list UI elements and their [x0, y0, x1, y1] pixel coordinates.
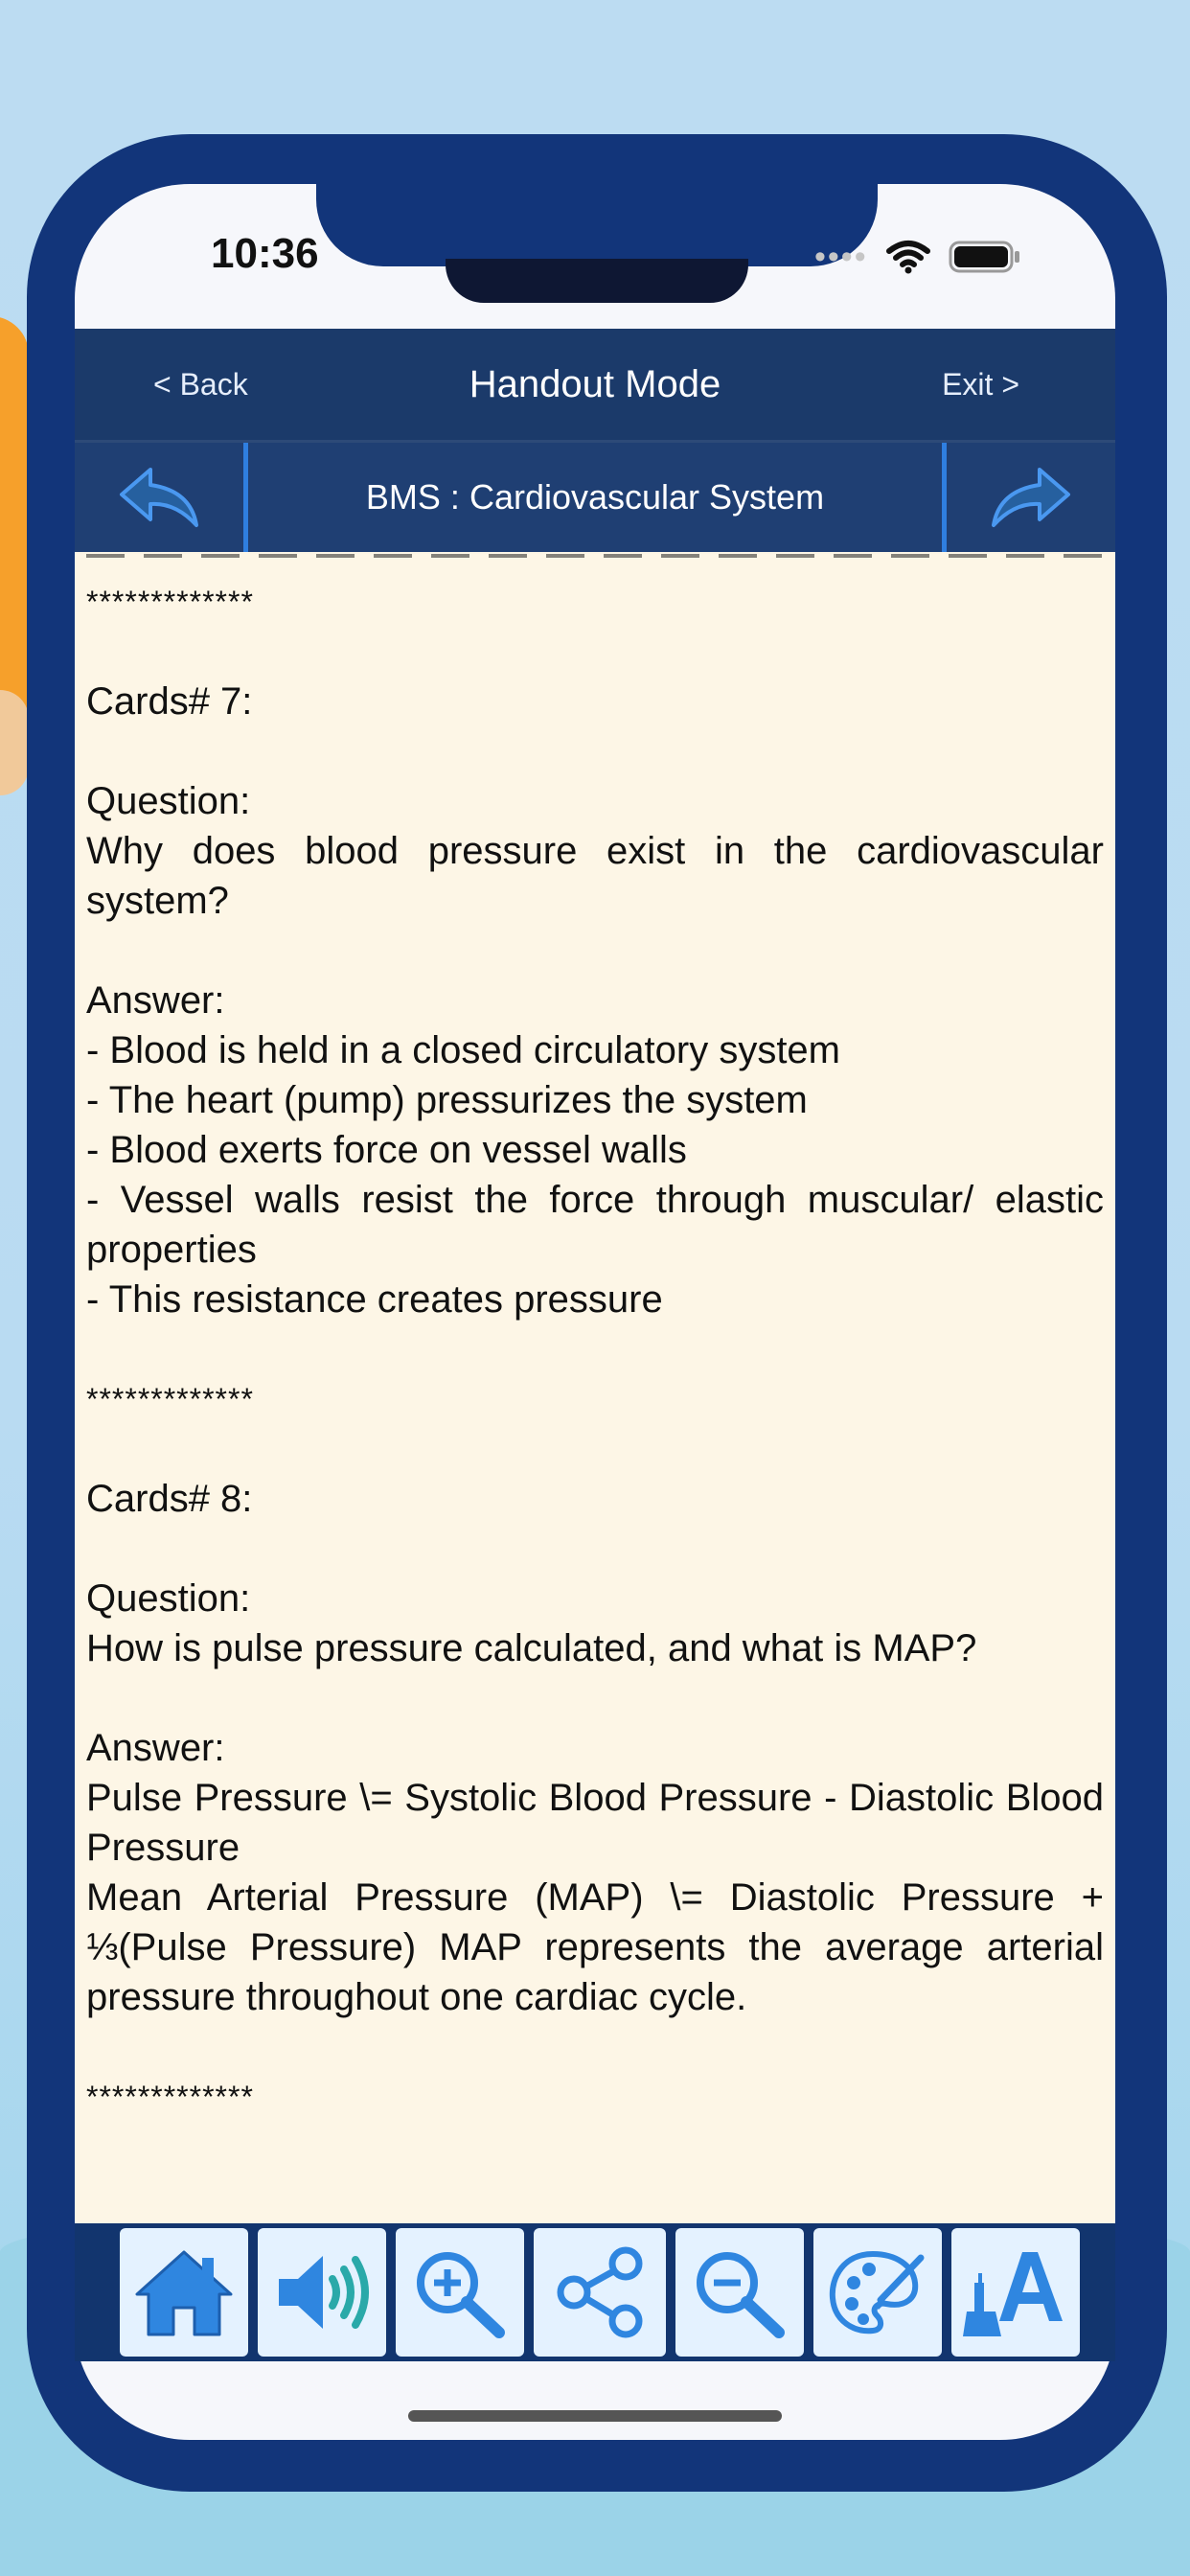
zoom-out-button[interactable] — [675, 2228, 804, 2357]
answer-line: - This resistance creates pressure — [86, 1278, 663, 1321]
zoom-out-icon — [687, 2244, 792, 2340]
answer-paragraph: Mean Arterial Pressure (MAP) \= Diastolic Pressure + ⅓(Pulse Pressure) MAP represents the average arterial pressure throughout one cardiac cycle. — [86, 1876, 1104, 2018]
chapter-title: BMS : Cardiovascular System — [365, 477, 825, 517]
phone-notch — [316, 184, 878, 266]
card-separator: ************* — [86, 585, 254, 619]
answer-label: Answer: — [86, 1727, 225, 1769]
font-style-icon — [963, 2244, 1068, 2340]
answer-line: - The heart (pump) pressurizes the system — [86, 1079, 808, 1121]
bottom-toolbar — [75, 2223, 1115, 2361]
previous-button[interactable] — [75, 443, 248, 552]
zoom-in-button[interactable] — [396, 2228, 524, 2357]
wifi-icon — [885, 240, 931, 274]
handout-content[interactable] — [75, 552, 1115, 2223]
question-label: Question: — [86, 1577, 251, 1620]
signal-icon: •••• — [814, 238, 868, 275]
share-button[interactable] — [534, 2228, 666, 2357]
answer-paragraph: Pulse Pressure \= Systolic Blood Pressure - Diastolic Blood Pressure — [86, 1777, 1104, 1869]
zoom-in-icon — [407, 2244, 513, 2340]
palette-icon — [825, 2244, 930, 2340]
arrow-back-icon — [116, 464, 202, 531]
navigation-bar — [75, 329, 1115, 440]
home-icon — [131, 2244, 237, 2340]
answer-label: Answer: — [86, 979, 225, 1022]
battery-icon — [949, 240, 1021, 274]
next-button[interactable] — [942, 443, 1115, 552]
card-heading: Cards# 8: — [86, 1478, 253, 1520]
exit-button[interactable]: Exit > — [942, 366, 1019, 402]
clipped-text-line — [86, 554, 1104, 558]
card-separator: ************* — [86, 2080, 254, 2114]
question-label: Question: — [86, 780, 251, 822]
share-icon — [547, 2244, 652, 2340]
camera-pill — [446, 259, 748, 303]
status-indicators — [814, 238, 1021, 276]
card-heading: Cards# 7: — [86, 680, 253, 723]
background-beige-shape — [0, 690, 29, 795]
back-button[interactable]: < Back — [153, 366, 248, 402]
answer-line: - Blood exerts force on vessel walls — [86, 1129, 687, 1171]
question-text: How is pulse pressure calculated, and what is MAP? — [86, 1627, 977, 1669]
answer-line: - Blood is held in a closed circulatory system — [86, 1029, 840, 1071]
speaker-icon — [269, 2244, 375, 2340]
home-indicator[interactable] — [408, 2410, 782, 2422]
card-separator: ************* — [86, 1382, 254, 1416]
question-text: Why does blood pressure exist in the cardiovascular system? — [86, 830, 1104, 922]
theme-button[interactable] — [813, 2228, 942, 2357]
speak-button[interactable] — [258, 2228, 386, 2357]
home-button[interactable] — [120, 2228, 248, 2357]
arrow-forward-icon — [988, 464, 1074, 531]
answer-line: - Vessel walls resist the force through muscular/ elastic properties — [86, 1179, 1104, 1271]
chapter-bar — [75, 443, 1115, 552]
font-style-button[interactable] — [951, 2228, 1080, 2357]
status-time: 10:36 — [211, 230, 319, 277]
page-title: Handout Mode — [469, 362, 721, 405]
